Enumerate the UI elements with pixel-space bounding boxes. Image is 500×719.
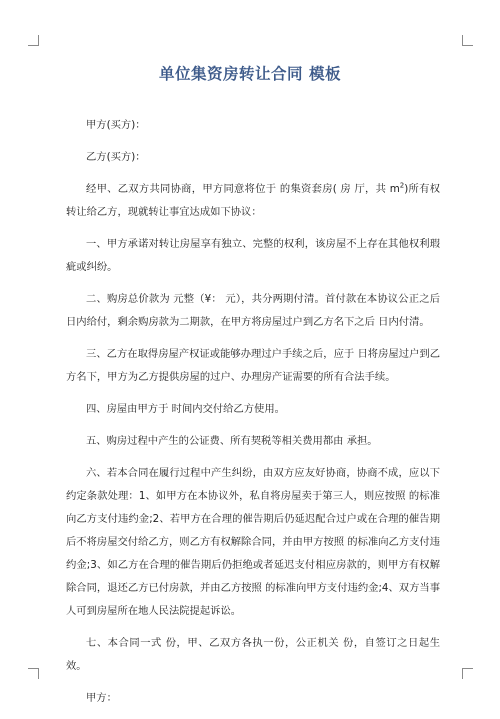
clause-1: 一、甲方承诺对转让房屋享有独立、完整的权利，该房屋不上存在其他权利瑕疵或纠纷。 bbox=[66, 238, 440, 273]
crop-mark-top-right bbox=[462, 35, 473, 46]
intro-paragraph bbox=[66, 178, 440, 224]
signature-party-a: 甲方： bbox=[86, 692, 117, 704]
square-meter-superscript: 2 bbox=[399, 181, 405, 190]
clause-7: 七、本合同一式 份，甲、乙双方各执一份，公正机关 份，自签订之日起生效。 bbox=[66, 637, 440, 672]
crop-mark-top-left bbox=[28, 35, 39, 46]
intro-text-part-1: 经甲、乙双方共同协商，甲方同意将位于 的集资套房( 房 厅，共 m bbox=[86, 183, 400, 195]
party-a-line: 甲方(买方)： bbox=[86, 119, 146, 131]
clause-4: 四、房屋由甲方于 时间内交付给乙方使用。 bbox=[86, 403, 285, 415]
party-b-line: 乙方(买方)： bbox=[86, 151, 146, 163]
document-body bbox=[66, 114, 440, 719]
document-title: 单位集资房转让合同 模板 bbox=[159, 65, 341, 83]
clause-6: 六、若本合同在履行过程中产生纠纷，由双方应友好协商，协商不成，应以下约定条款处理：1、如甲方在本协议外，私自将房屋卖于第三人，则应按照 的标准向乙方支付违约金;2、若甲方在合理的催告期后仍延迟配合过户或在合理的催告期后不将房屋交付给乙方，则乙方有权解除合同，并由甲方按照 的标准向乙方支付违约金;3、如乙方在合理的催告期后仍拒绝或者延迟支付相应房款的，则甲方有权解除合同，退还乙方已付房款，并由乙方按照 的标准向甲方支付违约金;4、双方当事人可到房屋所在地人民法院提起诉讼。 bbox=[66, 467, 440, 617]
clause-2: 二、购房总价款为 元整（¥： 元），共分两期付清。首付款在本协议公正之后 日内给付，剩余购房款为二期款，在甲方将房屋过户到乙方名下之后 日内付清。 bbox=[66, 293, 440, 328]
crop-mark-bottom-left bbox=[28, 668, 39, 679]
intro-text-part-2: )所有权转让给乙方，现就转让事宜达成如下协议： bbox=[66, 183, 440, 218]
crop-mark-bottom-right bbox=[462, 668, 473, 679]
clause-5: 五、购房过程中产生的公证费、所有契税等相关费用都由 承担。 bbox=[86, 435, 378, 447]
clause-3: 三、乙方在取得房屋产权证或能够办理过户手续之后，应于 日将房屋过户到乙方名下，甲方为乙方提供房屋的过户、办理房产证需要的所有合法手续。 bbox=[66, 348, 440, 383]
